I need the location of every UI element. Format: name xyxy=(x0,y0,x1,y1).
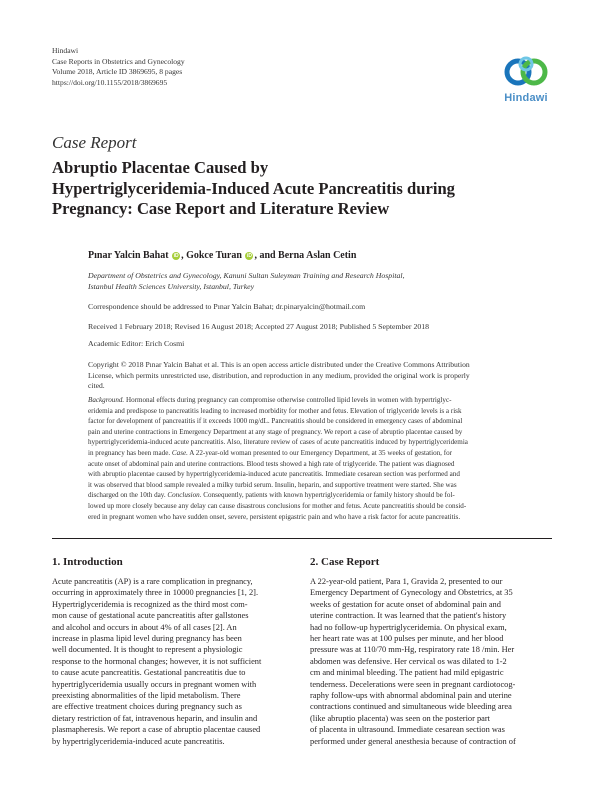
abstract-line: discharged on the 10th day. Conclusion. Consequently, patients with known hypertriglyceridemia or family history should be fol- xyxy=(88,491,455,500)
body-line: occurring in approximately three in 10000 pregnancies [1, 2]. xyxy=(52,588,259,598)
journal-doi[interactable]: https://doi.org/10.1155/2018/3869695 xyxy=(52,77,168,87)
copyright-notice xyxy=(88,360,552,392)
abstract xyxy=(88,395,552,522)
correspondence: Correspondence should be addressed to Pınar Yalcin Bahat; dr.pinaryalcin@hotmail.com xyxy=(88,302,366,311)
author-name: , and Berna Aslan Cetin xyxy=(254,250,357,261)
body-line: uterine contraction. It was learned that the patient's history xyxy=(310,611,507,621)
body-line: performed under general anesthesia because of contraction of xyxy=(310,736,516,746)
body-line: are effective treatment choices during pregnancy such as xyxy=(52,702,242,712)
body-line: tenderness. Decelerations were seen in pregnant cardiotocog- xyxy=(310,679,516,689)
article-type: Case Report xyxy=(52,133,137,152)
body-line: dietary restriction of fat, intravenous heparin, and insulin and xyxy=(52,713,258,723)
title-line: Abruptio Placentae Caused by xyxy=(52,158,269,177)
article-title xyxy=(52,158,552,220)
body-line: A 22-year-old patient, Para 1, Gravida 2, presented to our xyxy=(310,577,503,586)
body-line: increase in plasma lipid level during pregnancy has been xyxy=(52,634,242,644)
abstract-label: Case. xyxy=(171,448,188,457)
body-line: by hypertriglyceridemia-induced acute pancreatitis. xyxy=(52,736,225,746)
body-line: had no follow-up hypertriglyceridemia. On physical exam, xyxy=(310,622,507,632)
copyright-line: cited. xyxy=(88,381,105,391)
body-line: mon cause of gestational acute pancreatitis after gallstones xyxy=(52,611,249,621)
abstract-line: eridemia and predispose to pancreatitis leading to increased morbidity for mother and fetus. Elevation of triglyceride levels is a risk xyxy=(88,406,462,415)
section-divider xyxy=(52,538,552,539)
body-line: hypertriglyceridemia usually occurs in pregnant women with xyxy=(52,679,257,689)
abstract-line: Background. Hormonal effects during pregnancy can compromise otherwise controlled lipid levels in women with hypertriglyc- xyxy=(88,396,452,404)
journal-volume: Volume 2018, Article ID 3869695, 8 pages xyxy=(52,67,183,76)
affiliation xyxy=(88,270,405,292)
body-line: response to the hormonal changes; however, it is not sufficient xyxy=(52,656,262,666)
affiliation-line: Istanbul Health Sciences University, Istanbul, Turkey xyxy=(88,282,255,291)
body-line: well documented. It is thought to represent a physiologic xyxy=(52,645,243,655)
body-line: Acute pancreatitis (AP) is a rare complication in pregnancy, xyxy=(52,577,253,586)
abstract-line: hypertriglyceridemia-induced acute pancreatitis. Also, literature review of cases of acute pancreatitis induced by hypertriglyceridemia xyxy=(88,438,468,447)
author-name: , Gokce Turan xyxy=(181,250,242,261)
abstract-line: ered in pregnant women who have sudden onset, severe, persistent epigastric pain and who have a risk factor for acute pancreatitis. xyxy=(88,512,461,521)
abstract-line: in pregnancy has been made. Case. A 22-year-old woman presented to our Emergency Department, at 35 weeks of gestation, for xyxy=(88,448,452,457)
abstract-line: lowed up more closely because any delay can cause disastrous conclusions for mother and fetus. Acute pancreatitis should be consid- xyxy=(88,501,467,510)
author-name: Pınar Yalcin Bahat xyxy=(88,250,169,261)
orcid-icon[interactable]: iD xyxy=(173,253,179,259)
copyright-line: Copyright © 2018 Pınar Yalcin Bahat et al. This is an open access article distributed under the Creative Commons Attribution xyxy=(88,360,470,369)
title-line: Hypertriglyceridemia-Induced Acute Pancreatitis during xyxy=(52,178,455,198)
orcid-icon[interactable]: iD xyxy=(246,253,252,259)
abstract-line: pain and uterine contractions in Emergency Department at any stage of pregnancy. We report a case of abruptio placentae caused by xyxy=(88,427,463,436)
body-line: her heart rate was at 100 pulses per minute, and her blood xyxy=(310,634,504,644)
abstract-label: Background. xyxy=(88,396,125,404)
journal-publisher: Hindawi xyxy=(52,46,79,55)
body-line: (like abruptio placenta) was seen on the posterior part xyxy=(310,713,490,723)
journal-meta xyxy=(52,46,185,88)
introduction-heading: 1. Introduction xyxy=(52,556,123,568)
journal-name: Case Reports in Obstetrics and Gynecology xyxy=(52,56,185,66)
body-line: to cause acute pancreatitis. Gestational pancreatitis due to xyxy=(52,668,246,678)
abstract-line: it was observed that blood sample revealed a milky turbid serum. Insulin, heparin, and supportive treatment were started. She was xyxy=(88,480,457,489)
author-list xyxy=(88,250,356,261)
case-report-body xyxy=(310,576,552,747)
hindawi-logo-text: Hindawi xyxy=(504,92,548,104)
introduction-body xyxy=(52,576,294,747)
body-line: preexisting abnormalities of the lipid metabolism. There xyxy=(52,691,241,701)
abstract-label: Conclusion. xyxy=(167,491,202,500)
body-line: weeks of gestation for acute onset of abdominal pain and xyxy=(310,599,501,609)
publication-dates: Received 1 February 2018; Revised 16 August 2018; Accepted 27 August 2018; Published 5 September 2018 xyxy=(88,322,430,331)
copyright-line: License, which permits unrestricted use, distribution, and reproduction in any medium, provided the original work is properly xyxy=(88,370,470,380)
abstract-line: with abruptio placentae caused by hypertriglyceridemia-induced acute pancreatitis. Immediate cesarean section was performed and xyxy=(88,470,460,479)
body-line: and alcohol and occurs in about 4% of all cases [2]. An xyxy=(52,622,237,632)
title-line: Pregnancy: Case Report and Literature Review xyxy=(52,199,390,218)
body-line: abdomen was defensive. Her cervical os was dilated to 1-2 xyxy=(310,656,507,666)
affiliation-line: Department of Obstetrics and Gynecology, Kanuni Sultan Suleyman Training and Research Hospital, xyxy=(88,271,405,280)
abstract-line: acute onset of abdominal pain and uterine contractions. Blood tests showed a high rate of triglyceride. The patient was diagnosed xyxy=(88,459,455,468)
academic-editor: Academic Editor: Erich Cosmi xyxy=(88,339,185,348)
body-line: pressure was at 110/70 mm-Hg, respiratory rate 18 /min. Her xyxy=(310,645,515,655)
body-line: Hypertriglyceridemia is recognized as the third most com- xyxy=(52,599,248,609)
body-line: contractions continued and simultaneous wide bleeding area xyxy=(310,702,512,712)
body-line: plasmapheresis. We report a case of abruptio placentae caused xyxy=(52,725,261,735)
body-line: Emergency Department of Gynecology and Obstetrics, at 35 xyxy=(310,588,513,598)
case-report-heading: 2. Case Report xyxy=(310,556,380,568)
body-line: cm and minimal bleeding. The patient had mild epigastric xyxy=(310,668,504,678)
abstract-line: factor for development of pancreatitis if it exceeds 1000 mg/dL. Pancreatitis should be considered in emergency cases of abdominal xyxy=(88,417,463,426)
body-line: of placenta in ultrasound. Immediate cesarean section was xyxy=(310,725,505,735)
body-line: raphy follow-ups with abnormal abdominal pain and uterine xyxy=(310,691,512,701)
